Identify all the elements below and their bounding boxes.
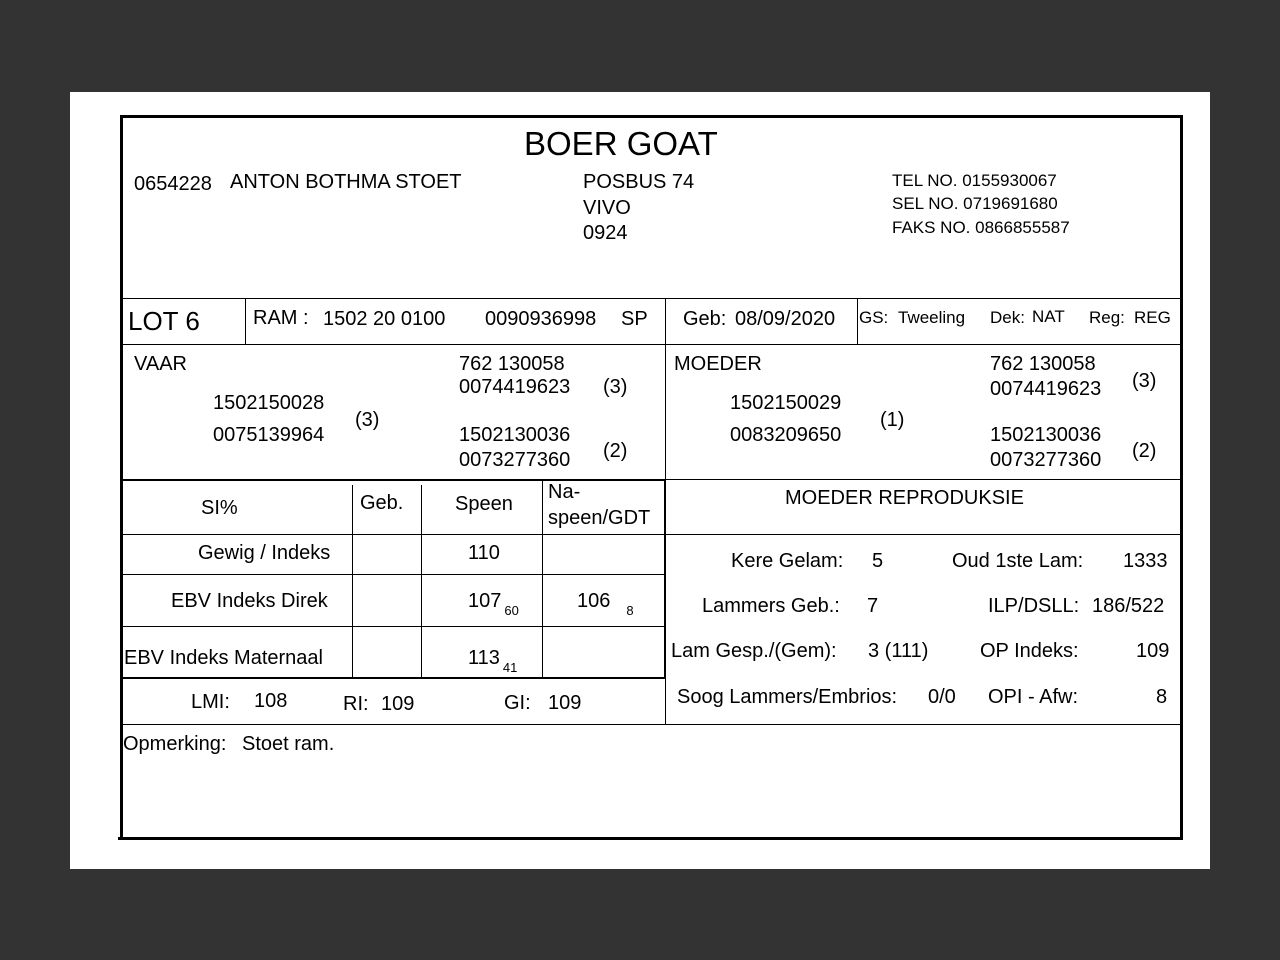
faks-number: FAKS NO. 0866855587 [892, 218, 1070, 237]
row-direk-speen-sub: 60 [504, 603, 519, 618]
breeder-id: 0654228 [134, 173, 212, 195]
lot-number: LOT 6 [128, 306, 200, 336]
row-maternaal-speen: 113 $_{41}$ [468, 647, 518, 675]
soog-value: 0/0 [928, 686, 956, 708]
kere-value: 5 [872, 550, 884, 572]
rule-si-row2 [122, 626, 666, 627]
ram-label: RAM : [253, 307, 309, 329]
oud-label: Oud 1ste Lam: [952, 550, 1084, 572]
row-label-gewig: Gewig / Indeks [198, 542, 331, 564]
lmi-value: 108 [254, 690, 288, 712]
rule-si-row3 [122, 677, 666, 679]
rule-si-col2 [421, 485, 422, 679]
vaar-grade: (3) [355, 409, 380, 431]
row-label-maternaal: EBV Indeks Maternaal [124, 647, 323, 669]
vaar-dam-grade: (2) [603, 440, 628, 462]
moeder-sire-id-1: 762 130058 [990, 353, 1096, 375]
op-label: OP Indeks: [980, 640, 1079, 662]
vaar-dam-id-2: 0073277360 [459, 449, 571, 471]
page-title: BOER GOAT [524, 125, 718, 162]
ilp-value: 186/522 [1092, 595, 1165, 617]
dek-value: NAT [1032, 307, 1065, 326]
moeder-dam-grade: (2) [1132, 440, 1157, 462]
lot-card [70, 92, 1210, 869]
row-gewig-speen: 110 [468, 542, 500, 564]
gesp-value: 3 (111) [868, 640, 929, 662]
opi-value: 8 [1156, 686, 1168, 708]
moeder-sire-id-2: 0074419623 [990, 378, 1102, 400]
tel-number: TEL NO. 0155930067 [892, 171, 1057, 190]
ram-number: 1502 20 0100 [323, 308, 446, 330]
gesp-label: Lam Gesp./(Gem): [671, 640, 837, 662]
vaar-sire-grade: (3) [603, 376, 628, 398]
frame-left [120, 115, 123, 840]
vaar-sire-id-2: 0074419623 [459, 376, 571, 398]
ri-value: 109 [381, 693, 415, 715]
speen-header: Speen [455, 493, 513, 515]
moeder-label: MOEDER [674, 353, 762, 375]
rule-si-row1 [122, 574, 666, 575]
moeder-dam-id-1: 1502130036 [990, 424, 1102, 446]
breeder-name: ANTON BOTHMA STOET [230, 171, 462, 193]
opi-label: OPI - Afw: [988, 686, 1079, 708]
moeder-id-2: 0083209650 [730, 424, 842, 446]
naspeen-header-2: speen/GDT [548, 507, 651, 529]
rule-parents-left [122, 479, 666, 481]
rule-si-col1 [352, 485, 353, 679]
vaar-sire-id-1: 762 130058 [459, 353, 565, 375]
rule-si-col3 [542, 481, 543, 679]
geb-header: Geb. [360, 492, 404, 514]
birth-date: 08/09/2020 [735, 308, 836, 330]
moeder-id-1: 1502150029 [730, 392, 842, 414]
moeder-sire-grade: (3) [1132, 370, 1157, 392]
rule-parents-right [666, 479, 1180, 480]
vaar-id-1: 1502150028 [213, 392, 325, 414]
opmerking-value: Stoet ram. [242, 733, 335, 755]
si-header: SI% [201, 497, 238, 519]
row-direk-naspeen: 106 $_8$ [577, 590, 634, 618]
oud-value: 1333 [1123, 550, 1168, 572]
lmi-label: LMI: [191, 691, 230, 713]
ilp-label: ILP/DSLL: [988, 595, 1080, 617]
frame-right [1180, 115, 1183, 840]
gs-value: Tweeling [898, 308, 966, 327]
address-line-1: POSBUS 74 [583, 171, 695, 193]
row-direk-speen: 107 $_{60}$ [468, 590, 519, 618]
gi-label: GI: [504, 692, 531, 714]
vaar-id-2: 0075139964 [213, 424, 325, 446]
rule-animal-bottom [122, 344, 1180, 345]
kere-label: Kere Gelam: [731, 550, 844, 572]
frame-top [120, 115, 1183, 118]
birth-label: Geb: [683, 308, 727, 330]
row-direk-naspeen-sub: 8 [626, 603, 634, 618]
address-line-2: VIVO [583, 197, 631, 219]
vaar-label: VAAR [134, 353, 187, 375]
reproduksie-title: MOEDER REPRODUKSIE [785, 487, 1024, 509]
moeder-dam-id-2: 0073277360 [990, 449, 1102, 471]
address-line-3: 0924 [583, 222, 628, 244]
rule-si-header [122, 534, 1180, 535]
sel-number: SEL NO. 0719691680 [892, 194, 1058, 213]
soog-label: Soog Lammers/Embrios: [677, 686, 898, 708]
animal-grade: SP [621, 308, 648, 330]
animal-id: 0090936998 [485, 308, 597, 330]
row-maternaal-speen-sub: 41 [502, 660, 518, 675]
vaar-dam-id-1: 1502130036 [459, 424, 571, 446]
rule-geb-divider [857, 298, 858, 345]
dek-label: Dek: [990, 308, 1025, 327]
row-label-direk: EBV Indeks Direk [171, 590, 328, 612]
reg-label: Reg: [1089, 308, 1125, 327]
frame-bottom [118, 837, 1183, 840]
moeder-grade: (1) [880, 409, 905, 431]
lammers-value: 7 [867, 595, 879, 617]
rule-lot-divider [245, 298, 246, 345]
opmerking-label: Opmerking: [123, 733, 227, 755]
rule-index-bottom [122, 724, 1180, 725]
gi-value: 109 [548, 692, 582, 714]
op-value: 109 [1136, 640, 1170, 662]
rule-si-right [664, 479, 666, 679]
rule-header-bottom [122, 298, 1180, 299]
naspeen-header-1: Na- [548, 481, 581, 503]
gs-label: GS: [859, 308, 889, 327]
lammers-label: Lammers Geb.: [702, 595, 840, 617]
ri-label: RI: [343, 693, 369, 715]
reg-value: REG [1134, 308, 1171, 327]
